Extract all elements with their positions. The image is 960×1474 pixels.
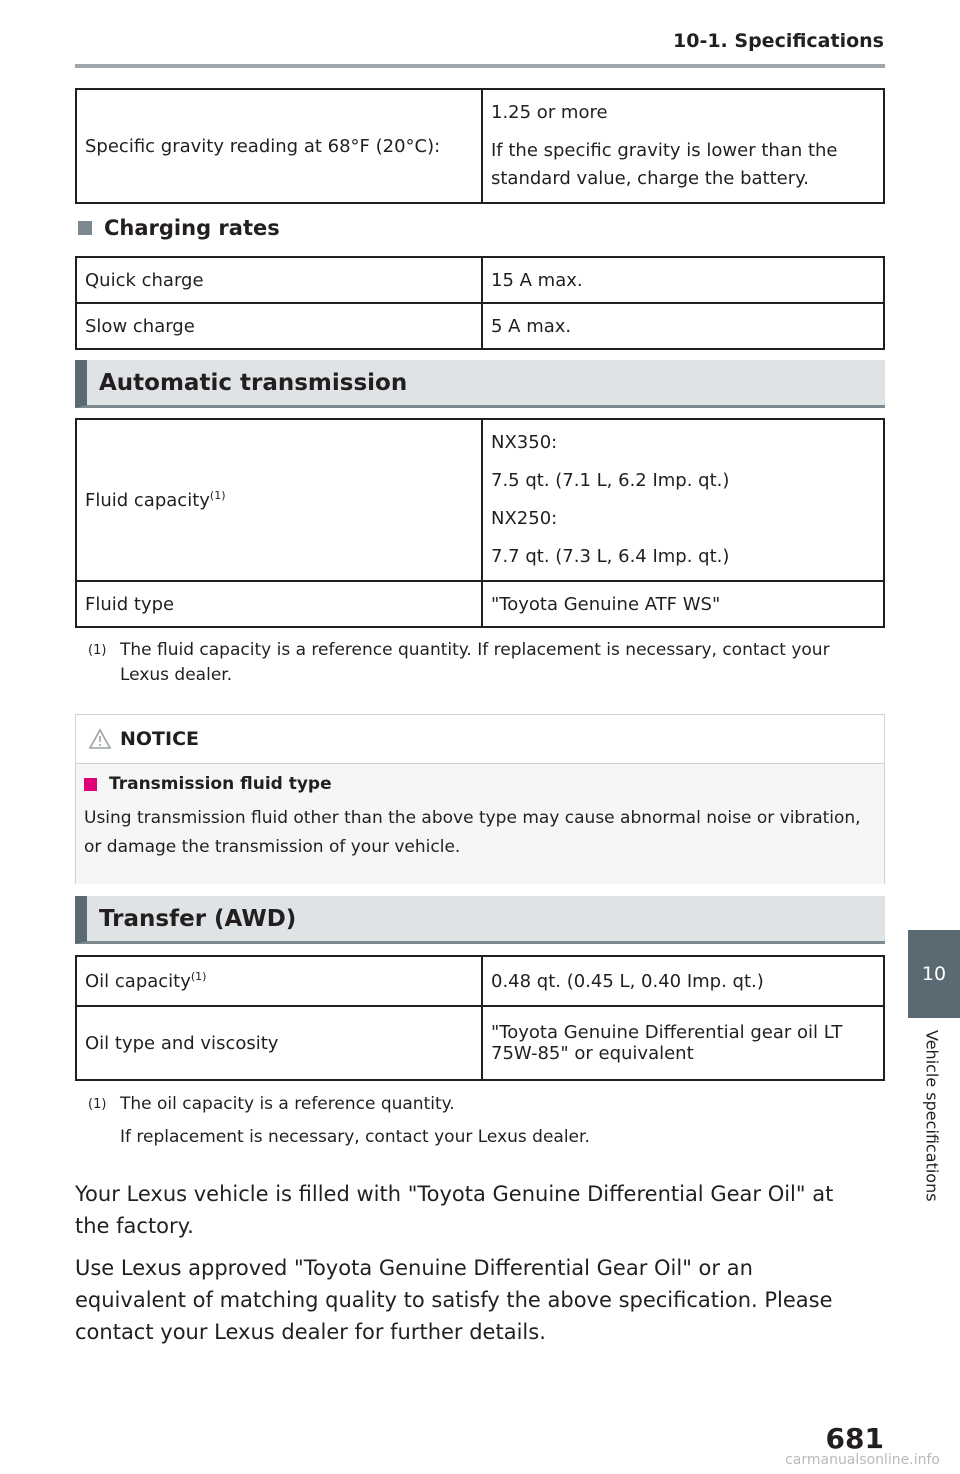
notice-title: NOTICE (120, 728, 200, 750)
chapter-number: 10 (921, 963, 947, 985)
footnote-mark: (1) (88, 1097, 107, 1112)
notice-box (75, 714, 885, 884)
chapter-label: Vehicle specifications (922, 1030, 942, 1202)
table-row (76, 956, 884, 1006)
nx350-value: 7.5 qt. (7.1 L, 6.2 Imp. qt.) (491, 470, 730, 491)
battery-gravity-table (75, 88, 885, 204)
chapter-tab[interactable] (908, 930, 960, 1018)
nx350-label: NX350: (491, 432, 558, 453)
auto-trans-footnote (88, 638, 878, 688)
footnote-text: The fluid capacity is a reference quantity. If replacement is necessary, contact your Lexus dealer. (120, 640, 830, 685)
table-row (76, 303, 884, 349)
table-cell: 15 A max. (482, 257, 884, 303)
notice-text: Using transmission fluid other than the above type may cause abnormal noise or vibration, or damage the transmission of your vehicle. (84, 808, 861, 857)
transfer-footnote (88, 1092, 878, 1150)
table-cell: Quick charge (76, 257, 482, 303)
automatic-transmission-table (75, 418, 885, 628)
transfer-table (75, 955, 885, 1081)
footnote-line: If replacement is necessary, contact your Lexus dealer. (120, 1127, 590, 1147)
body-paragraph: Use Lexus approved "Toyota Genuine Differential Gear Oil" or an equivalent of matching quality to satisfy the above specification. Please contact your Lexus dealer for further details. (75, 1256, 833, 1344)
table-cell (76, 956, 482, 1006)
footnote-line: The oil capacity is a reference quantity. (120, 1094, 455, 1114)
table-cell: "Toyota Genuine Differential gear oil LT 75W-85" or equivalent (482, 1006, 884, 1080)
nx250-value: 7.7 qt. (7.3 L, 6.4 Imp. qt.) (491, 546, 730, 567)
charging-rates-heading (78, 216, 280, 240)
table-cell (482, 89, 884, 203)
table-cell: Oil type and viscosity (76, 1006, 482, 1080)
watermark: carmanualsonline.info (785, 1452, 940, 1468)
fluid-capacity-label: Fluid capacity (85, 490, 210, 511)
page-number: 681 (825, 1422, 884, 1455)
section-title: 10-1. Specifications (673, 30, 884, 52)
header-divider (75, 64, 885, 68)
oil-capacity-label: Oil capacity (85, 971, 191, 992)
table-row (76, 257, 884, 303)
table-cell: Specific gravity reading at 68°F (20°C): (76, 89, 482, 203)
notice-header (76, 715, 884, 764)
automatic-transmission-heading: Automatic transmission (75, 360, 885, 408)
footnote-ref: (1) (209, 489, 226, 502)
table-row (76, 581, 884, 627)
square-bullet-icon (84, 778, 97, 791)
gravity-value: 1.25 or more (491, 102, 608, 123)
charging-rates-table (75, 256, 885, 350)
notice-subheading (84, 774, 876, 794)
table-cell (76, 419, 482, 581)
transfer-heading: Transfer (AWD) (75, 896, 885, 944)
table-row (76, 419, 884, 581)
table-cell: 0.48 qt. (0.45 L, 0.40 Imp. qt.) (482, 956, 884, 1006)
warning-triangle-icon (88, 728, 112, 750)
table-cell: "Toyota Genuine ATF WS" (482, 581, 884, 627)
charging-rates-title: Charging rates (104, 216, 280, 240)
nx250-label: NX250: (491, 508, 558, 529)
table-cell: Fluid type (76, 581, 482, 627)
gravity-note: If the specific gravity is lower than the standard value, charge the battery. (491, 140, 838, 189)
footnote-text (120, 1092, 590, 1150)
table-cell: Slow charge (76, 303, 482, 349)
notice-subheading-text: Transmission fluid type (109, 774, 332, 794)
body-paragraph: Your Lexus vehicle is filled with "Toyota Genuine Differential Gear Oil" at the factory. (75, 1182, 834, 1238)
square-bullet-icon (78, 221, 92, 235)
table-row (76, 89, 884, 203)
footnote-ref: (1) (190, 970, 207, 983)
footnote-mark: (1) (88, 643, 107, 658)
notice-body (76, 764, 884, 884)
table-cell: 5 A max. (482, 303, 884, 349)
table-row (76, 1006, 884, 1080)
table-cell (482, 419, 884, 581)
